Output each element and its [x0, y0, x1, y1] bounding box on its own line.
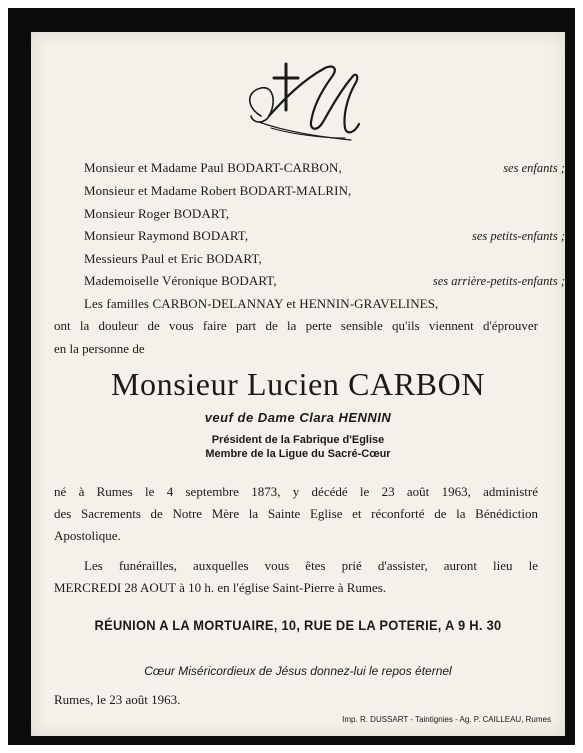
title-line-2: Membre de la Ligue du Sacré-Cœur [205, 448, 391, 460]
announcement-line-2: en la personne de [54, 341, 145, 356]
family-line-1: Monsieur et Madame Paul BODART-CARBON, [84, 160, 342, 175]
family-line-3: Monsieur Roger BODART, [84, 206, 230, 221]
family-line-2: Monsieur et Madame Robert BODART-MALRIN, [84, 183, 352, 198]
title-line-1: Président de la Fabrique d'Eglise [211, 434, 385, 446]
funeral-notice-card [31, 32, 565, 736]
family-line-5: Messieurs Paul et Eric BODART, [84, 251, 262, 266]
relation-children: ses enfants ; [503, 161, 565, 175]
announcement-line-1: ont la douleur de vous faire part de la perte sensible qu'ils viennent d'éprouver [54, 318, 538, 333]
prayer-line: Cœur Miséricordieux de Jésus donnez-lui le repos éternel [144, 664, 452, 678]
reunion-notice: RÉUNION A LA MORTUAIRE, 10, RUE DE LA POTERIE, A 9 H. 30 [94, 617, 502, 633]
family-line-7: Les familles CARBON-DELANNAY et HENNIN-GRAVELINES, [84, 296, 439, 311]
bio-line-1: né à Rumes le 4 septembre 1873, y décédé le 23 août 1963, administré [54, 484, 538, 499]
black-border-frame [8, 8, 575, 745]
relation-grandchildren: ses petits-enfants ; [471, 229, 565, 243]
place-date: Rumes, le 23 août 1963. [54, 692, 181, 707]
cross-monogram-icon [241, 58, 361, 148]
printer-imprint: Imp. R. DUSSART - Taintignies - Ag. P. CAILLEAU, Rumes [342, 715, 551, 724]
bio-line-2: des Sacrements de Notre Mère la Sainte Eglise et réconforté de la Bénédiction [54, 506, 538, 521]
funeral-line-2: MERCREDI 28 AOUT à 10 h. en l'église Saint-Pierre à Rumes. [54, 580, 387, 595]
relation-great-grandchildren: ses arrière-petits-enfants ; [432, 274, 565, 288]
funeral-line-1: Les funérailles, auxquelles vous êtes prié d'assister, auront lieu le [84, 558, 538, 573]
family-line-4: Monsieur Raymond BODART, [84, 228, 249, 243]
deceased-name: Monsieur Lucien CARBON [110, 366, 486, 402]
family-line-6: Mademoiselle Véronique BODART, [84, 273, 277, 288]
widower-line: veuf de Dame Clara HENNIN [204, 410, 392, 425]
bio-line-3: Apostolique. [54, 528, 121, 543]
